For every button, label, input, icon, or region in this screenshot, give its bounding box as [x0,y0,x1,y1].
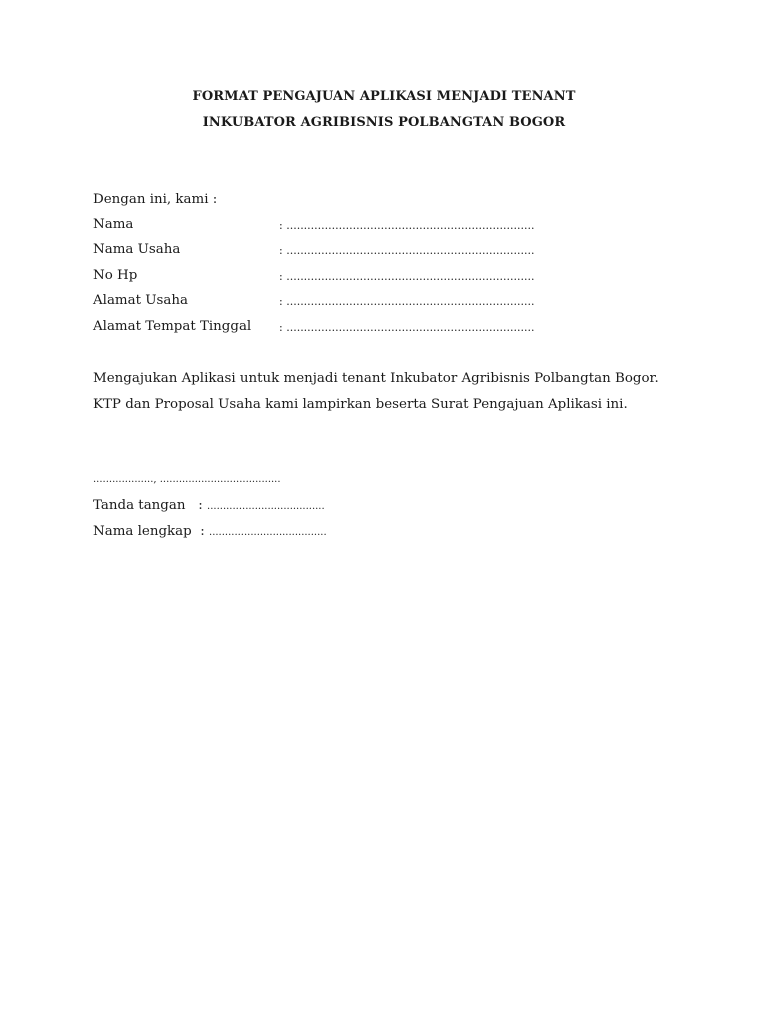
signature-label: Tanda tangan [93,498,186,513]
field-label: No Hp [93,268,138,283]
field-blank: : ....................................................................... [279,270,535,283]
field-label: Alamat Usaha [93,293,189,308]
field-row-alamat-usaha [93,293,593,313]
field-blank: : ....................................................................... [279,219,535,232]
document-title-line1: FORMAT PENGAJUAN APLIKASI MENJADI TENANT [192,89,576,104]
place-date-line: ..................., ...................................... [93,474,281,485]
document-title-line2: INKUBATOR AGRIBISNIS POLBANGTAN BOGOR [202,115,566,130]
field-row-no-hp [93,268,593,288]
full-name-colon: : [200,524,205,539]
full-name-blank: ..................................... [209,527,327,538]
signature-blank: ..................................... [207,501,325,512]
full-name-row [93,524,327,539]
signature-row [93,498,325,513]
paragraph-attachments: KTP dan Proposal Usaha kami lampirkan beserta Surat Pengajuan Aplikasi ini. [93,397,628,412]
paragraph-application: Mengajukan Aplikasi untuk menjadi tenant Inkubator Agribisnis Polbangtan Bogor. [93,371,659,386]
signature-colon: : [198,498,203,513]
field-row-nama [93,217,593,237]
field-label: Nama [93,217,134,232]
field-blank: : ....................................................................... [279,244,535,257]
intro-text: Dengan ini, kami : [93,192,218,207]
field-row-nama-usaha [93,242,593,262]
field-label: Nama Usaha [93,242,181,257]
field-blank: : ....................................................................... [279,321,535,334]
full-name-label: Nama lengkap [93,524,192,539]
field-row-alamat-tempat-tinggal [93,319,593,339]
field-blank: : ....................................................................... [279,295,535,308]
field-label: Alamat Tempat Tinggal [93,319,252,334]
